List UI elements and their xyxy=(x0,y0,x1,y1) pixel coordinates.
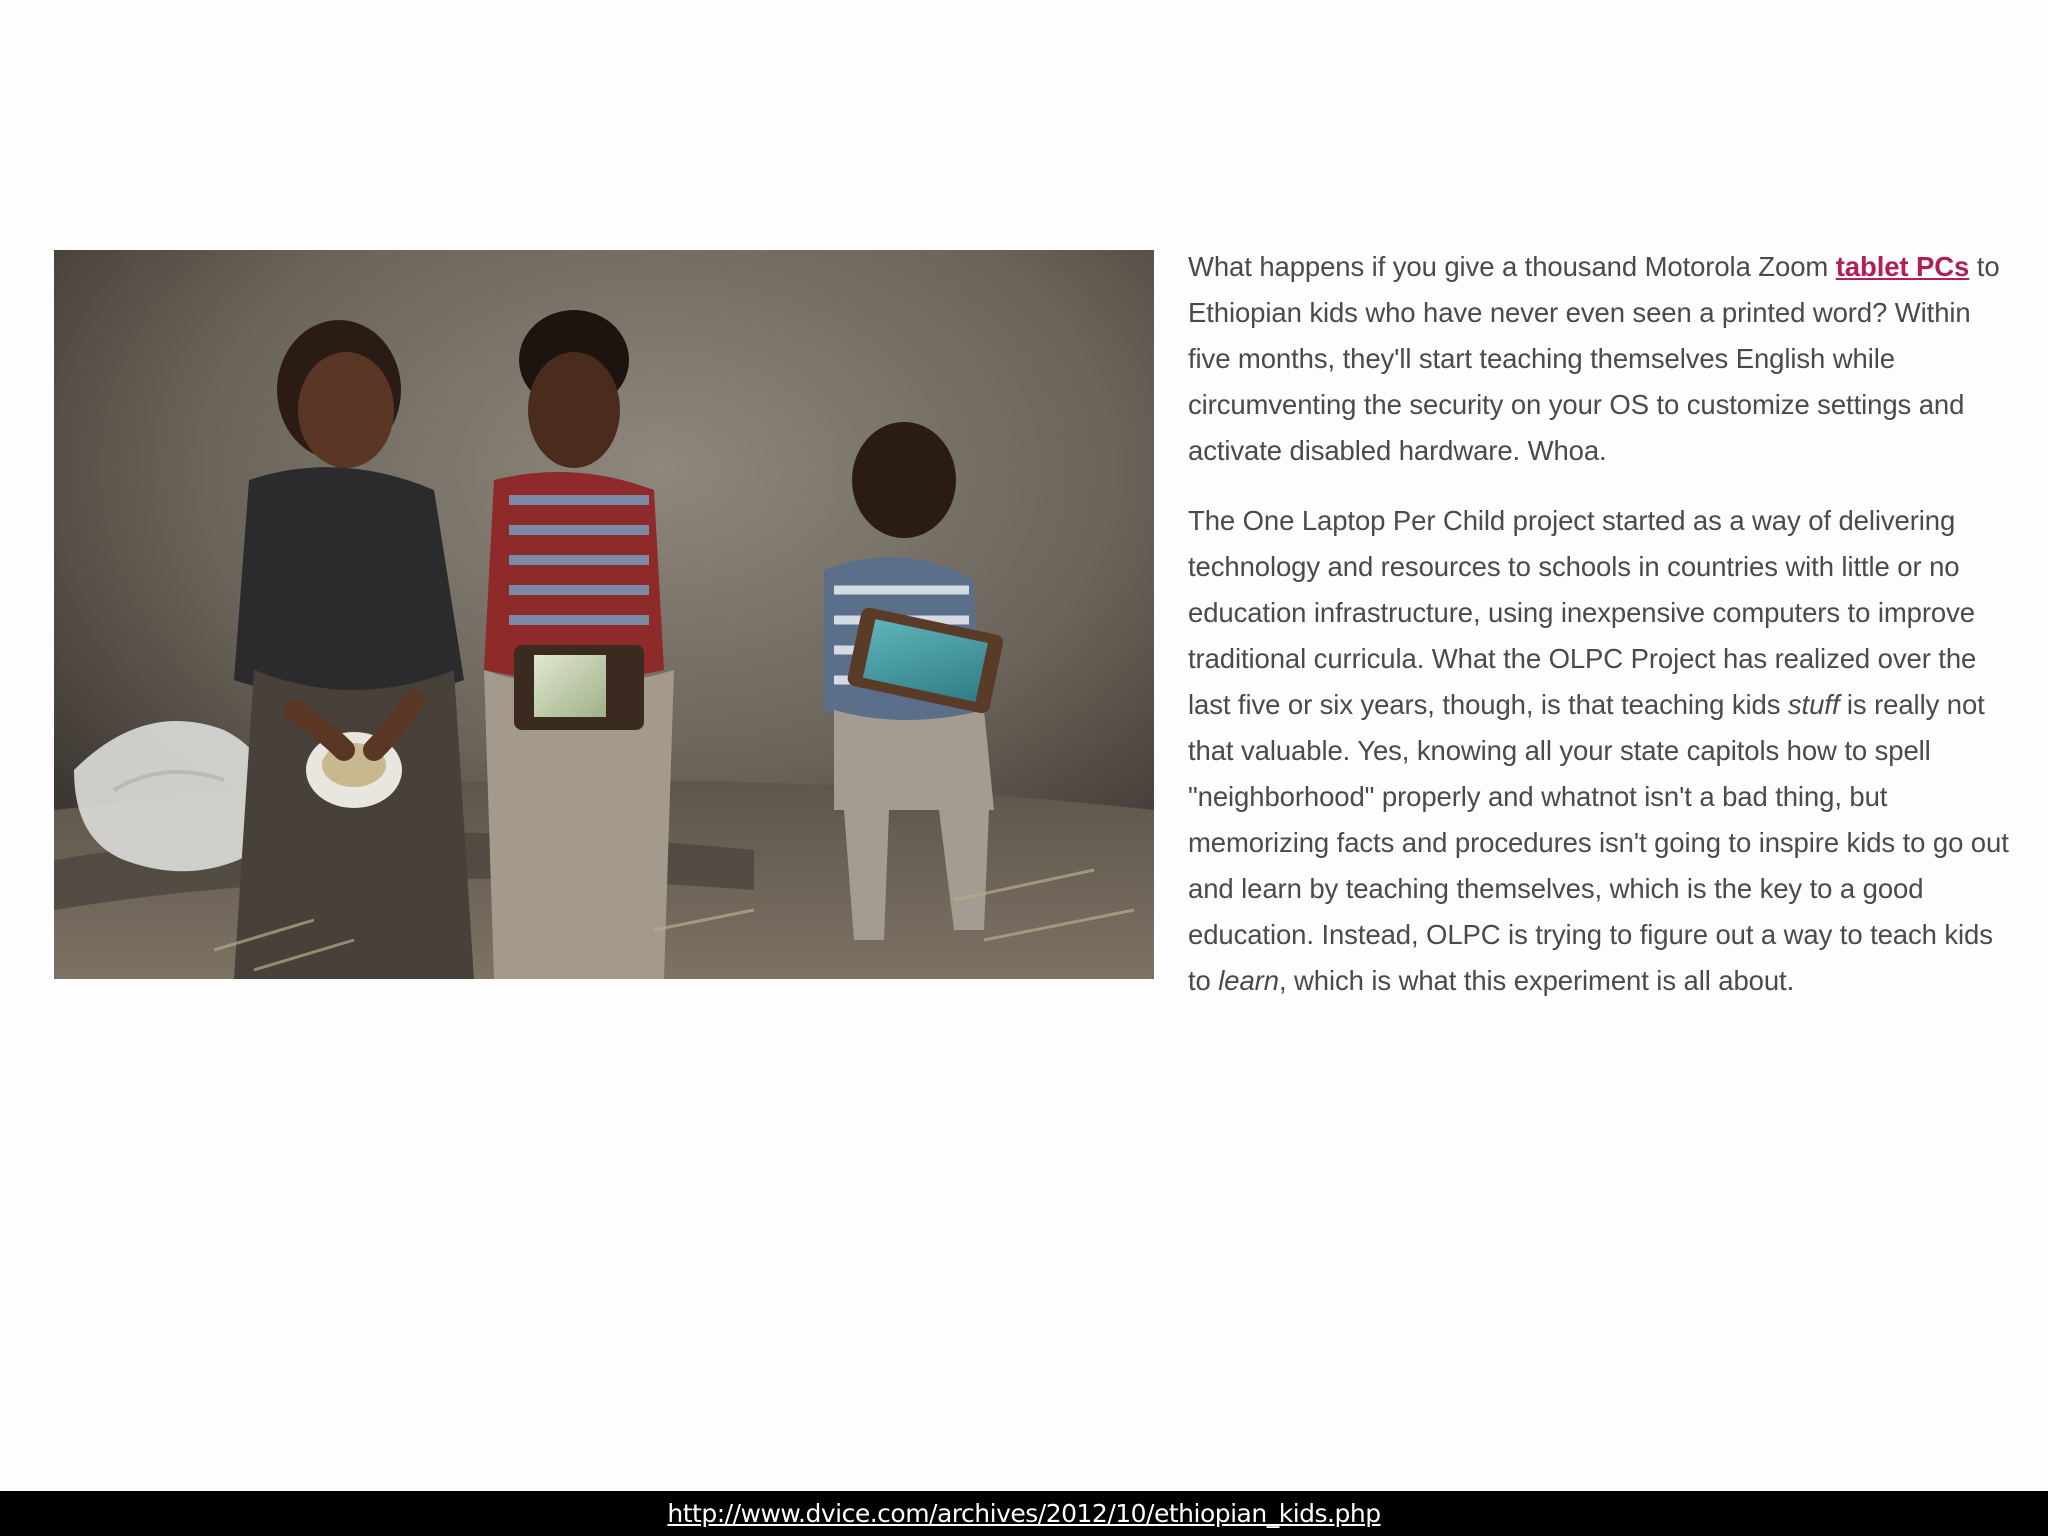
children-with-tablets-photo xyxy=(54,250,1154,979)
article-text xyxy=(1188,244,2018,1028)
olpc-text-b: is really not that valuable. Yes, knowing all your state capitols how to spell "neighborhood" properly and whatnot isn't a bad thing, but memorizing facts and procedures isn't going to inspire kids to go out and learn by teaching themselves, which is the key to a good education. Instead, OLPC is trying to figure out a way to teach kids to xyxy=(1188,689,2009,996)
tablet-pcs-link[interactable]: tablet PCs xyxy=(1835,251,1970,282)
source-url-link[interactable]: http://www.dvice.com/archives/2012/10/ethiopian_kids.php xyxy=(667,1499,1381,1528)
intro-text-start: What happens if you give a thousand Motorola Zoom xyxy=(1188,251,1836,282)
paragraph-intro xyxy=(1188,244,2018,474)
emphasis-stuff: stuff xyxy=(1787,689,1840,720)
source-footer xyxy=(0,1491,2048,1536)
olpc-text-a: The One Laptop Per Child project started as a way of delivering technology and resources to schools in countries with little or no education infrastructure, using inexpensive computers to improve traditional curricula. What the OLPC Project has realized over the last five or six years, though, is that teaching kids xyxy=(1188,505,1977,720)
paragraph-olpc xyxy=(1188,498,2018,1004)
emphasis-learn: learn xyxy=(1218,965,1279,996)
photo-illustration xyxy=(54,250,1154,979)
olpc-text-c: , which is what this experiment is all about. xyxy=(1278,965,1795,996)
intro-text-end: to Ethiopian kids who have never even seen a printed word? Within five months, they'll start teaching themselves English while circumventing the security on your OS to customize settings and activate disabled hardware. Whoa. xyxy=(1188,251,2000,466)
